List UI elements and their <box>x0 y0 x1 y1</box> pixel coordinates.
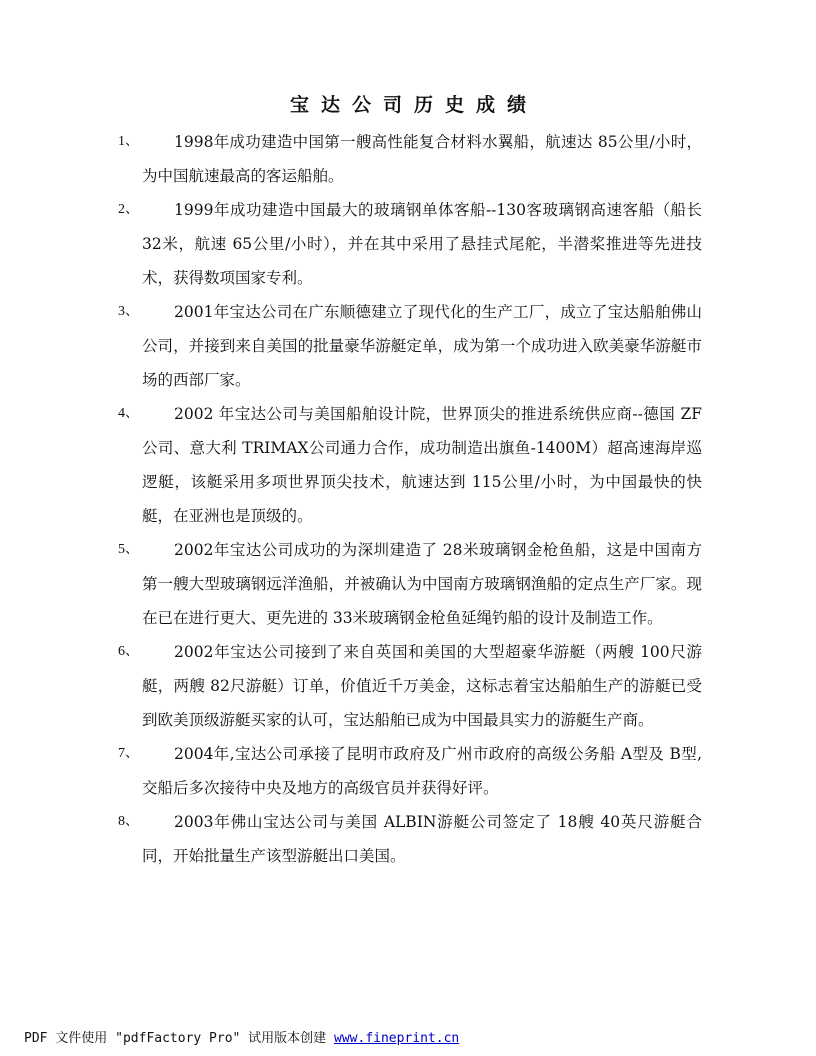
item-number: 2、 <box>118 202 139 217</box>
footer-text: PDF 文件使用 "pdfFactory Pro" 试用版本创建 <box>24 1031 335 1046</box>
list-item <box>118 805 702 873</box>
item-number: 3、 <box>118 304 139 319</box>
item-text: 2002年宝达公司成功的为深圳建造了 28米玻璃钢金枪鱼船，这是中国南方第一艘大型玻璃钢远洋渔船，并被确认为中国南方玻璃钢渔船的定点生产厂家。现在已在进行更大、更先进的 33米玻璃钢金枪鱼延绳钓船的设计及制造工作。 <box>142 541 702 627</box>
list-item <box>118 397 702 533</box>
fineprint-link[interactable]: www.fineprint.cn <box>334 1031 460 1046</box>
item-number: 1、 <box>118 134 139 149</box>
item-number: 6、 <box>118 644 139 659</box>
pdf-footer <box>24 1027 459 1046</box>
item-text: 2002 年宝达公司与美国船舶设计院，世界顶尖的推进系统供应商--德国 ZF公司、意大利 TRIMAX公司通力合作，成功制造出旗鱼-1400M）超高速海岸巡逻艇，该艇采用多项世界顶尖技术，航速达到 115公里/小时，为中国最快的快艇，在亚洲也是顶级的。 <box>142 405 702 525</box>
item-text: 1999年成功建造中国最大的玻璃钢单体客船--130客玻璃钢高速客船（船长 32米，航速 65公里/小时），并在其中采用了悬挂式尾舵，半潜桨推进等先进技术，获得数项国家专利。 <box>142 201 702 287</box>
item-number: 4、 <box>118 406 139 421</box>
item-text: 2003年佛山宝达公司与美国 ALBIN游艇公司签定了 18艘 40英尺游艇合同，开始批量生产该型游艇出口美国。 <box>142 813 702 865</box>
item-text: 2001年宝达公司在广东顺德建立了现代化的生产工厂，成立了宝达船舶佛山公司，并接到来自美国的批量豪华游艇定单，成为第一个成功进入欧美豪华游艇市场的西部厂家。 <box>142 303 702 389</box>
list-item <box>118 193 702 295</box>
item-number: 5、 <box>118 542 139 557</box>
list-item <box>118 295 702 397</box>
page-title: 宝达公司历史成绩 <box>289 94 538 116</box>
item-text: 2004年,宝达公司承接了昆明市政府及广州市政府的高级公务船 A型及 B型,交船后多次接待中央及地方的高级官员并获得好评。 <box>142 745 702 797</box>
item-number: 8、 <box>118 814 139 829</box>
item-number: 7、 <box>118 746 139 761</box>
list-item <box>118 737 702 805</box>
item-text: 1998年成功建造中国第一艘高性能复合材料水翼船，航速达 85公里/小时，为中国航速最高的客运船舶。 <box>142 133 702 185</box>
list-item <box>118 533 702 635</box>
history-list <box>118 125 702 873</box>
list-item <box>118 635 702 737</box>
item-text: 2002年宝达公司接到了来自英国和美国的大型超豪华游艇（两艘 100尺游艇，两艘 82尺游艇）订单，价值近千万美金，这标志着宝达船舶生产的游艇已受到欧美顶级游艇买家的认可，宝达船舶已成为中国最具实力的游艇生产商。 <box>142 643 702 729</box>
list-item <box>118 125 702 193</box>
